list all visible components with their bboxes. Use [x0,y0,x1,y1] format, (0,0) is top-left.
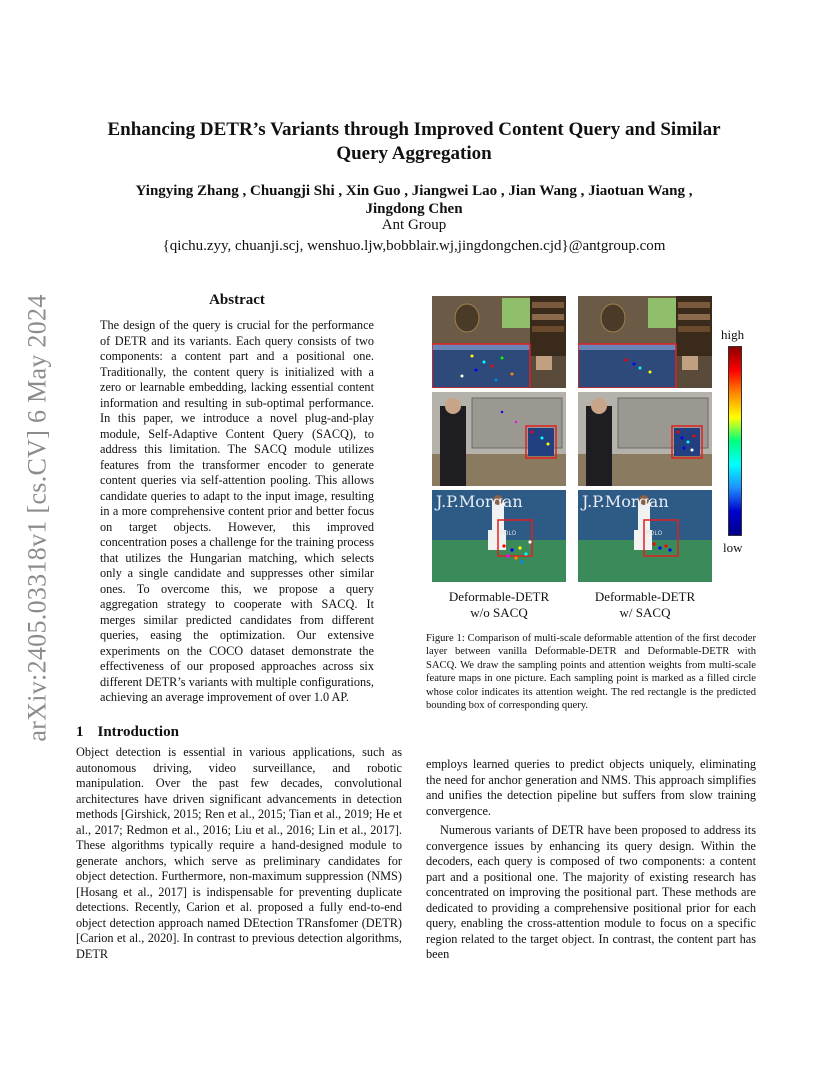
figure-label-with-sacq [570,589,720,621]
figure-label-right-line-2: w/ SACQ [619,605,671,620]
figure-label-left-line-2: w/o SACQ [470,605,528,620]
figure-panel-tennis-without-sacq [432,490,566,582]
jpmorgan-sign-right: J.P.Morgan [582,492,669,511]
colorbar-high-label: high [721,327,745,342]
section-title: Introduction [97,724,179,740]
attention-colorbar [728,346,742,536]
abstract-text: The design of the query is crucial for the performance of DETR and its variants. Each query consists of two components: a content part and a positional one. Traditionally, the content query is initialized with a zero or learnable embedding, lacking essential content information and resulting in sub-optimal performance. In this paper, we introduce a novel plug-and-play module, Self-Adaptive Content Query (SACQ), to address this limitation. The SACQ module utilizes features from the transformer encoder to generate content queries via self-attention pooling. This allows candidate queries to adapt to the input image, resulting in a more comprehensive content prior and better focus on target objects. However, this improved concentration poses a challenge for the training process that utilizes the Hungarian matching, which selects only a single candidate and suppresses other similar ones. To overcome this, we propose a query aggregation strategy to cooperate with SACQ. It merges similar predicted candidates from different queries, easing the optimization. Our extensive experiments on the COCO dataset demonstrate the effectiveness of our proposed approaches across six different DETR’s variants with multiple configurations, achieving an average improvement of over 1.0 AP. [100,318,374,704]
intro-right-paragraph-1: employs learned queries to predict objects uniquely, eliminating the need for anchor generation and NMS. This approach simplifies and unifies the detection pipeline but suffers from slow training convergence. [426,757,756,818]
intro-right-column [426,757,756,963]
author-emails: {qichu.zyy, chuanji.scj, wenshuo.ljw,bobblair.wj,jingdongchen.cjd}@antgroup.com [162,238,666,254]
figure-panel-tennis-with-sacq [578,490,712,582]
arxiv-text: arXiv:2405.03318v1 [cs.CV] 6 May 2024 [23,294,52,742]
bedroom-scene-left [432,296,566,388]
abstract-heading: Abstract [209,292,265,308]
figure-label-without-sacq [424,589,574,621]
polo-sign-left: POLO [500,530,517,537]
figure-panel-bedroom-without-sacq [432,296,566,388]
figure-panel-man-without-sacq [432,392,566,486]
paper-title: Enhancing DETR’s Variants through Improved Content Query and Similar Query Aggregation [107,119,721,164]
man-scene-right [578,392,712,486]
affiliation: Ant Group [381,217,447,233]
figure-label-left-line-1: Deformable-DETR [448,589,550,604]
polo-sign-right: POLO [646,530,663,537]
section-heading [76,724,179,741]
figure-caption: Figure 1: Comparison of multi-scale deformable attention of the first decoder layer between vanilla Deformable-DETR and Deformable-DETR with SACQ. We draw the sampling points and attention weights from multi-scale feature maps in one picture. Each sampling point is marked as a filled circle whose color indicates its attention weight. The red rectangle is the predicted bounding box of corresponding query. [426,633,756,712]
section-number: 1 [76,724,84,740]
figure-panel-man-with-sacq [578,392,712,486]
bedroom-scene-right [578,296,712,388]
author-list: Yingying Zhang , Chuangji Shi , Xin Guo , Jiangwei Lao , Jian Wang , Jiaotuan Wang , Jingdong Chen [135,183,693,217]
figure-label-right-line-1: Deformable-DETR [594,589,696,604]
intro-left-text: Object detection is essential in various applications, such as autonomous driving, video surveillance, and robotic manipulation. Over the past few decades, convolutional architectures have driven significant advancements in detection methods [Girshick, 2015; Ren et al., 2015; Tian et al., 2019; He et al., 2017; Redmon et al., 2016; Liu et al., 2016; Lin et al., 2017]. These algorithms typically require a hand-designed module to generate anchors, which serve as preliminary candidates for object detection. Furthermore, non-maximum suppression (NMS) [Hosang et al., 2017] is indispensable for preventing duplicate detections. Recently, Carion et al. proposed a fully end-to-end object detection approach named DEtection TRansfomer (DETR) [Carion et al., 2020]. In contrast to previous detection algorithms, DETR [76,745,402,961]
jpmorgan-sign-left: J.P.Morgan [436,492,523,511]
colorbar-low-label: low [723,540,743,555]
arxiv-identifier [18,258,58,778]
intro-right-paragraph-2: Numerous variants of DETR have been proposed to address its convergence issues by enhancing its query design. Within the decoders, each query is composed of two components: a content part and a positional one. The majority of existing research has concentrated on improving the positional part. These methods are dedicated to providing a comprehensive positional prior for each query, enabling the cross-attention module to focus on a specific region related to the target object. In contrast, the content part has been [426,823,756,961]
man-scene-left [432,392,566,486]
figure-panel-bedroom-with-sacq [578,296,712,388]
